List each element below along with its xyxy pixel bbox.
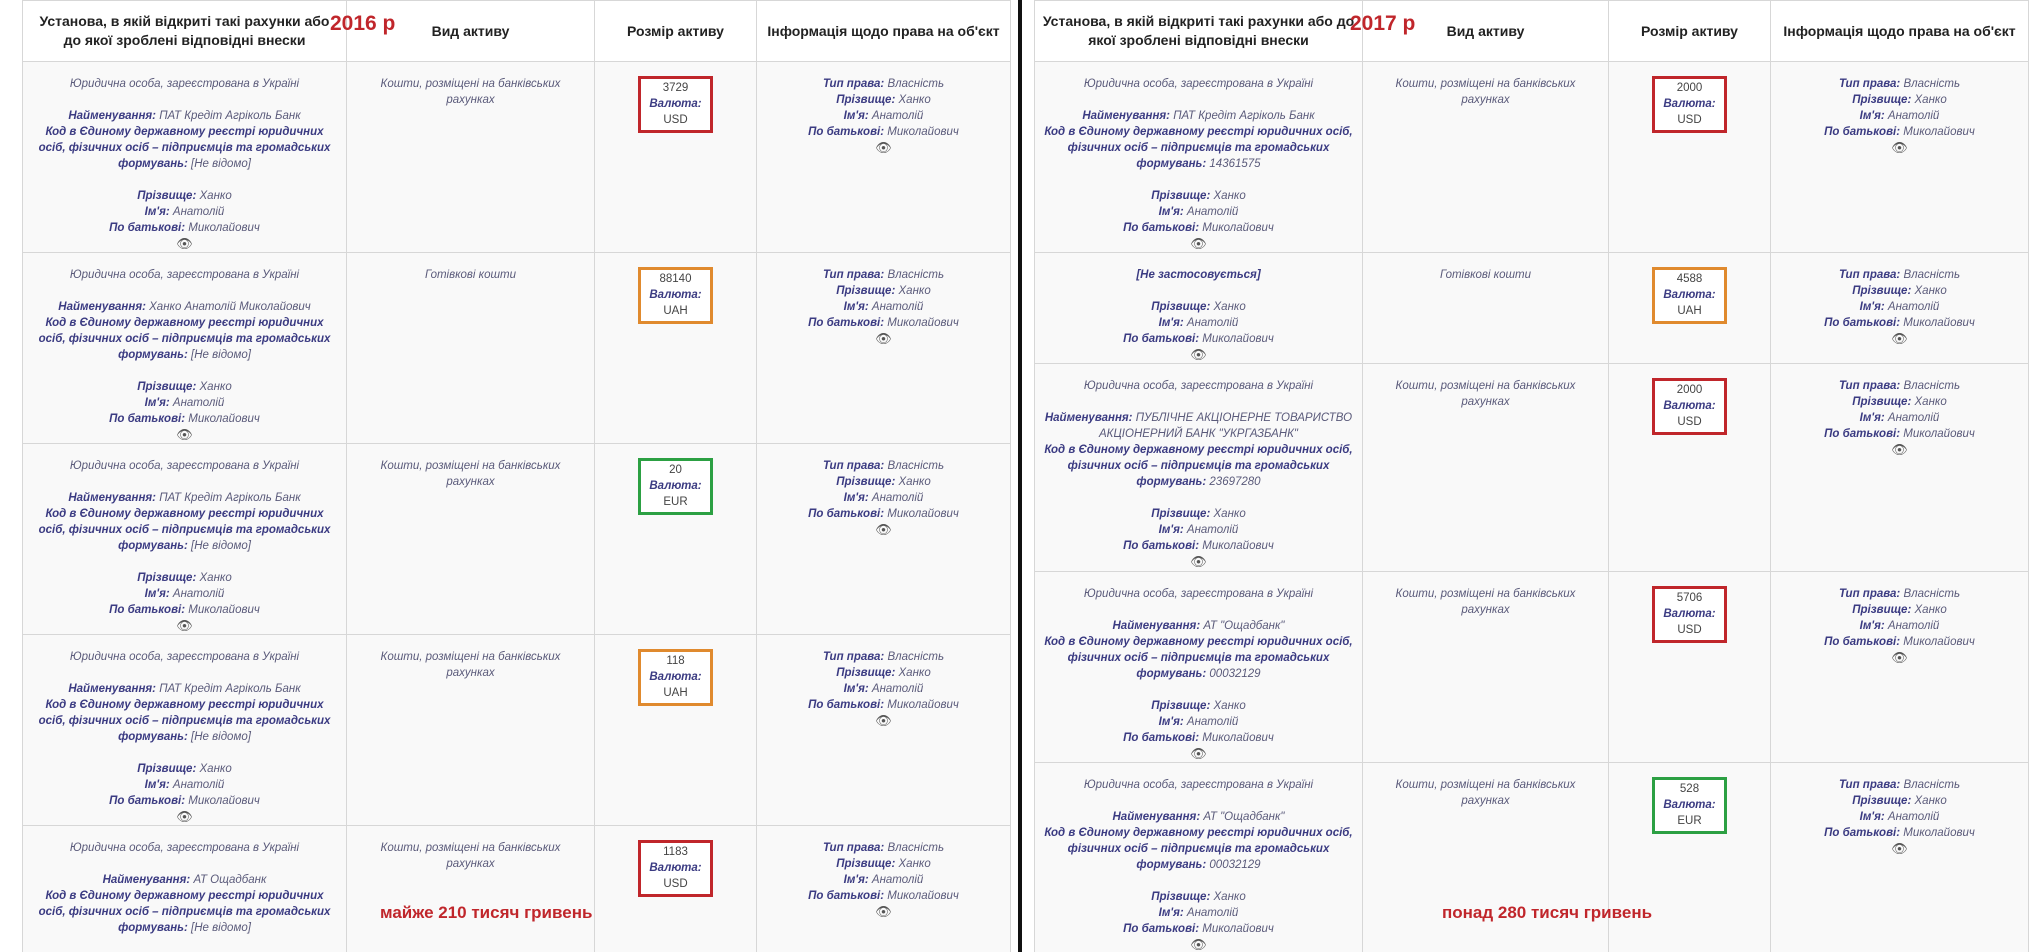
asset-size-cell [595, 62, 757, 253]
currency-value: USD [1677, 114, 1702, 126]
field-line: Найменування: Ханко Анатолій Миколайович [58, 301, 311, 313]
asset-size-cell [595, 635, 757, 826]
institution-cell [1035, 364, 1363, 572]
asset-amount: 3729 [662, 82, 689, 94]
currency-label: Валюта: [649, 862, 702, 874]
asset-amount-box [1652, 76, 1726, 133]
field-line: По батькові: Миколайович [808, 126, 959, 138]
currency-value: UAH [1677, 305, 1702, 317]
field-line: По батькові: Миколайович [1123, 923, 1274, 935]
currency-value: EUR [1677, 815, 1702, 827]
asset-type-cell: Кошти, розміщені на банківських рахунках [1363, 364, 1609, 572]
institution-cell [23, 253, 347, 444]
field-line: По батькові: Миколайович [808, 890, 959, 902]
field-line: Ім'я: Анатолій [1158, 317, 1239, 329]
field-line: Найменування: ПАТ Кредіт Агріколь Банк [68, 683, 301, 695]
right-info-cell [1771, 763, 2029, 952]
entity-type: Юридична особа, зареєстрована в Україні [1083, 779, 1314, 791]
right-info-cell [1771, 364, 2029, 572]
field-line: Код в Єдиному державному реєстрі юридичних осіб, фізичних осіб – підприємців та громадських формувань: [Не відомо] [38, 126, 331, 170]
asset-amount: 118 [666, 655, 685, 667]
field-line: По батькові: Миколайович [1824, 317, 1975, 329]
table-row [1035, 62, 2029, 253]
field-line: Ім'я: Анатолій [843, 301, 924, 313]
eye-icon[interactable]: 👁 [176, 427, 193, 442]
asset-amount-box [1652, 378, 1726, 435]
field-line: Прізвище: Ханко [1852, 604, 1947, 616]
asset-size-cell [1609, 364, 1771, 572]
panel-divider [1018, 0, 1022, 952]
eye-icon[interactable]: 👁 [875, 904, 892, 919]
field-line: Тип права: Власність [1838, 380, 1961, 392]
eye-icon[interactable]: 👁 [1190, 347, 1207, 362]
currency-value: USD [1677, 416, 1702, 428]
total-2017-note: понад 280 тисяч гривень [1442, 903, 1653, 922]
field-line: Код в Єдиному державному реєстрі юридичних осіб, фізичних осіб – підприємців та громадських формувань: [Не відомо] [38, 508, 331, 552]
asset-type-cell: Кошти, розміщені на банківських рахунках [1363, 572, 1609, 763]
institution-cell [1035, 62, 1363, 253]
field-line: Прізвище: Ханко [1151, 301, 1246, 313]
asset-type-cell: Кошти, розміщені на банківських рахунках [347, 444, 595, 635]
field-line: Тип права: Власність [822, 460, 945, 472]
table-row [23, 62, 1011, 253]
table-row [23, 444, 1011, 635]
assets-table [22, 0, 1011, 952]
table-row [1035, 253, 2029, 364]
currency-label: Валюта: [649, 98, 702, 110]
right-info-cell [1771, 253, 2029, 364]
field-line: По батькові: Миколайович [808, 317, 959, 329]
asset-amount-box [638, 840, 712, 897]
field-line: По батькові: Миколайович [1824, 126, 1975, 138]
assets-table [1034, 0, 2029, 952]
eye-icon[interactable]: 👁 [176, 618, 193, 633]
field-line: По батькові: Миколайович [1824, 636, 1975, 648]
field-line: Найменування: АТ "Ощадбанк" [1112, 620, 1285, 632]
currency-label: Валюта: [1663, 98, 1716, 110]
field-line: Код в Єдиному державному реєстрі юридичних осіб, фізичних осіб – підприємців та громадських формувань: [Не відомо] [38, 890, 331, 934]
entity-type: Юридична особа, зареєстрована в Україні [69, 78, 300, 90]
eye-icon[interactable]: 👁 [1190, 554, 1207, 569]
field-line: Найменування: ПАТ Кредіт Агріколь Банк [68, 492, 301, 504]
currency-label: Валюта: [1663, 799, 1716, 811]
field-line: Прізвище: Ханко [1852, 285, 1947, 297]
field-line: Прізвище: Ханко [137, 763, 232, 775]
asset-size-cell [595, 826, 757, 952]
asset-type-cell: Кошти, розміщені на банківських рахунках [347, 62, 595, 253]
eye-icon[interactable]: 👁 [1891, 841, 1908, 856]
field-line: Найменування: ПАТ Кредіт Агріколь Банк [1082, 110, 1315, 122]
currency-value: UAH [663, 305, 688, 317]
entity-type: Юридична особа, зареєстрована в Україні [69, 269, 300, 281]
field-line: Прізвище: Ханко [137, 572, 232, 584]
asset-amount: 2000 [1676, 384, 1703, 396]
asset-amount-box [638, 267, 712, 324]
eye-icon[interactable]: 👁 [875, 331, 892, 346]
field-line: Найменування: ПУБЛІЧНЕ АКЦІОНЕРНЕ ТОВАРИСТВО АКЦІОНЕРНИЙ БАНК "УКРГАЗБАНК" [1044, 412, 1353, 440]
field-line: По батькові: Миколайович [1123, 333, 1274, 345]
field-line: Ім'я: Анатолій [144, 588, 225, 600]
eye-icon[interactable]: 👁 [1190, 236, 1207, 251]
currency-label: Валюта: [1663, 400, 1716, 412]
field-line: По батькові: Миколайович [1824, 428, 1975, 440]
field-line: Прізвище: Ханко [1852, 396, 1947, 408]
eye-icon[interactable]: 👁 [875, 522, 892, 537]
field-line: Ім'я: Анатолій [1859, 412, 1940, 424]
asset-amount: 88140 [659, 273, 692, 285]
year-2017-label: 2017 р [1350, 12, 1416, 35]
field-line: Тип права: Власність [1838, 78, 1961, 90]
asset-amount: 528 [1679, 783, 1700, 795]
eye-icon[interactable]: 👁 [875, 140, 892, 155]
field-line: Прізвище: Ханко [836, 285, 931, 297]
eye-icon[interactable]: 👁 [1190, 937, 1207, 952]
header-asset-type: Вид активу [1363, 1, 1609, 62]
asset-amount-box [1652, 777, 1726, 834]
asset-size-cell [1609, 572, 1771, 763]
currency-label: Валюта: [649, 671, 702, 683]
field-line: Прізвище: Ханко [836, 476, 931, 488]
header-institution: Установа, в якій відкриті такі рахунки або до якої зроблені відповідні внески [23, 1, 347, 62]
institution-cell [23, 635, 347, 826]
header-asset-type: Вид активу [347, 1, 595, 62]
field-line: Ім'я: Анатолій [1158, 907, 1239, 919]
right-info-cell [757, 826, 1011, 952]
field-line: Прізвище: Ханко [1852, 795, 1947, 807]
institution-cell [1035, 253, 1363, 364]
eye-icon[interactable]: 👁 [176, 236, 193, 251]
declaration-2017-panel [1032, 0, 2032, 952]
field-line: Код в Єдиному державному реєстрі юридичних осіб, фізичних осіб – підприємців та громадських формувань: 00032129 [1044, 827, 1353, 871]
right-info-cell [757, 253, 1011, 444]
right-info-cell [1771, 62, 2029, 253]
asset-size-cell [595, 253, 757, 444]
eye-icon[interactable]: 👁 [176, 809, 193, 824]
field-line: По батькові: Миколайович [1123, 732, 1274, 744]
field-line: Код в Єдиному державному реєстрі юридичних осіб, фізичних осіб – підприємців та громадських формувань: 00032129 [1044, 636, 1353, 680]
asset-type-cell: Готівкові кошти [347, 253, 595, 444]
asset-type-cell: Кошти, розміщені на банківських рахунках [1363, 763, 1609, 952]
institution-cell [1035, 572, 1363, 763]
currency-value: EUR [663, 496, 688, 508]
field-line: Найменування: АТ Ощадбанк [102, 874, 267, 886]
currency-value: USD [1677, 624, 1702, 636]
field-line: Ім'я: Анатолій [144, 779, 225, 791]
asset-size-cell [1609, 253, 1771, 364]
field-line: Ім'я: Анатолій [843, 492, 924, 504]
asset-amount-box [1652, 267, 1726, 324]
field-line: Прізвище: Ханко [1151, 508, 1246, 520]
table-row [23, 253, 1011, 444]
field-line: Ім'я: Анатолій [843, 874, 924, 886]
field-line: Тип права: Власність [822, 269, 945, 281]
right-info-cell [757, 444, 1011, 635]
header-asset-size: Розмір активу [595, 1, 757, 62]
asset-type-cell: Кошти, розміщені на банківських рахунках [347, 826, 595, 952]
entity-type: Юридична особа, зареєстрована в Україні [1083, 78, 1314, 90]
currency-label: Валюта: [1663, 608, 1716, 620]
eye-icon[interactable]: 👁 [1190, 746, 1207, 761]
field-line: По батькові: Миколайович [109, 413, 260, 425]
eye-icon[interactable]: 👁 [1891, 140, 1908, 155]
entity-type: [Не застосовується] [1136, 269, 1261, 281]
field-line: По батькові: Миколайович [109, 222, 260, 234]
table-row [23, 635, 1011, 826]
field-line: Ім'я: Анатолій [1859, 301, 1940, 313]
header-asset-size: Розмір активу [1609, 1, 1771, 62]
currency-label: Валюта: [649, 480, 702, 492]
header-institution: Установа, в якій відкриті такі рахунки або до якої зроблені відповідні внески [1035, 1, 1363, 62]
currency-label: Валюта: [649, 289, 702, 301]
institution-cell [23, 62, 347, 253]
asset-size-cell [1609, 763, 1771, 952]
field-line: Ім'я: Анатолій [1158, 524, 1239, 536]
field-line: Прізвище: Ханко [1151, 190, 1246, 202]
field-line: Прізвище: Ханко [1852, 94, 1947, 106]
eye-icon[interactable]: 👁 [875, 713, 892, 728]
field-line: Прізвище: Ханко [1151, 700, 1246, 712]
field-line: Тип права: Власність [822, 651, 945, 663]
entity-type: Юридична особа, зареєстрована в Україні [69, 651, 300, 663]
right-info-cell [1771, 572, 2029, 763]
asset-amount: 5706 [1676, 592, 1703, 604]
header-right-info: Інформація щодо права на об'єкт [757, 1, 1011, 62]
asset-type-cell: Кошти, розміщені на банківських рахунках [347, 635, 595, 826]
field-line: Код в Єдиному державному реєстрі юридичних осіб, фізичних осіб – підприємців та громадських формувань: [Не відомо] [38, 699, 331, 743]
currency-value: UAH [663, 687, 688, 699]
asset-amount: 1183 [663, 846, 688, 858]
table-row [1035, 364, 2029, 572]
field-line: Прізвище: Ханко [836, 667, 931, 679]
field-line: Ім'я: Анатолій [1859, 811, 1940, 823]
asset-amount-box [638, 76, 712, 133]
eye-icon[interactable]: 👁 [1891, 442, 1908, 457]
asset-type-cell: Готівкові кошти [1363, 253, 1609, 364]
institution-cell [23, 826, 347, 952]
field-line: Ім'я: Анатолій [1158, 206, 1239, 218]
asset-size-cell [595, 444, 757, 635]
field-line: Тип права: Власність [1838, 588, 1961, 600]
field-line: Тип права: Власність [1838, 779, 1961, 791]
total-2016-note: майже 210 тисяч гривень [380, 903, 593, 922]
asset-amount: 2000 [1676, 82, 1703, 94]
institution-cell [1035, 763, 1363, 952]
field-line: Найменування: АТ "Ощадбанк" [1112, 811, 1285, 823]
entity-type: Юридична особа, зареєстрована в Україні [69, 460, 300, 472]
table-row [23, 826, 1011, 952]
eye-icon[interactable]: 👁 [1891, 331, 1908, 346]
field-line: Тип права: Власність [822, 78, 945, 90]
currency-label: Валюта: [1663, 289, 1716, 301]
field-line: По батькові: Миколайович [109, 795, 260, 807]
field-line: Ім'я: Анатолій [144, 206, 225, 218]
entity-type: Юридична особа, зареєстрована в Україні [1083, 588, 1314, 600]
field-line: По батькові: Миколайович [808, 508, 959, 520]
entity-type: Юридична особа, зареєстрована в Україні [1083, 380, 1314, 392]
field-line: По батькові: Миколайович [1123, 540, 1274, 552]
eye-icon[interactable]: 👁 [1891, 650, 1908, 665]
field-line: Прізвище: Ханко [137, 190, 232, 202]
field-line: Найменування: ПАТ Кредіт Агріколь Банк [68, 110, 301, 122]
currency-value: USD [663, 114, 688, 126]
asset-amount-box [638, 649, 712, 706]
entity-type: Юридична особа, зареєстрована в Україні [69, 842, 300, 854]
field-line: Ім'я: Анатолій [843, 683, 924, 695]
right-info-cell [757, 635, 1011, 826]
field-line: Ім'я: Анатолій [843, 110, 924, 122]
field-line: По батькові: Миколайович [808, 699, 959, 711]
field-line: Код в Єдиному державному реєстрі юридичних осіб, фізичних осіб – підприємців та громадських формувань: 23697280 [1044, 444, 1353, 488]
asset-amount: 4588 [1676, 273, 1703, 285]
asset-amount: 20 [669, 464, 682, 476]
asset-amount-box [1652, 586, 1726, 643]
field-line: Прізвище: Ханко [836, 858, 931, 870]
field-line: Тип права: Власність [822, 842, 945, 854]
field-line: По батькові: Миколайович [1824, 827, 1975, 839]
field-line: Прізвище: Ханко [1151, 891, 1246, 903]
field-line: По батькові: Миколайович [109, 604, 260, 616]
currency-value: USD [663, 878, 688, 890]
field-line: Прізвище: Ханко [836, 94, 931, 106]
institution-cell [23, 444, 347, 635]
right-info-cell [757, 62, 1011, 253]
header-right-info: Інформація щодо права на об'єкт [1771, 1, 2029, 62]
field-line: Код в Єдиному державному реєстрі юридичних осіб, фізичних осіб – підприємців та громадських формувань: 14361575 [1044, 126, 1353, 170]
field-line: Ім'я: Анатолій [1859, 110, 1940, 122]
asset-type-cell: Кошти, розміщені на банківських рахунках [1363, 62, 1609, 253]
year-2016-label: 2016 р [330, 12, 396, 35]
field-line: Прізвище: Ханко [137, 381, 232, 393]
table-row [1035, 572, 2029, 763]
field-line: Тип права: Власність [1838, 269, 1961, 281]
field-line: Ім'я: Анатолій [1158, 716, 1239, 728]
table-row [1035, 763, 2029, 952]
asset-size-cell [1609, 62, 1771, 253]
field-line: Ім'я: Анатолій [144, 397, 225, 409]
field-line: По батькові: Миколайович [1123, 222, 1274, 234]
field-line: Код в Єдиному державному реєстрі юридичних осіб, фізичних осіб – підприємців та громадських формувань: [Не відомо] [38, 317, 331, 361]
asset-amount-box [638, 458, 712, 515]
field-line: Ім'я: Анатолій [1859, 620, 1940, 632]
